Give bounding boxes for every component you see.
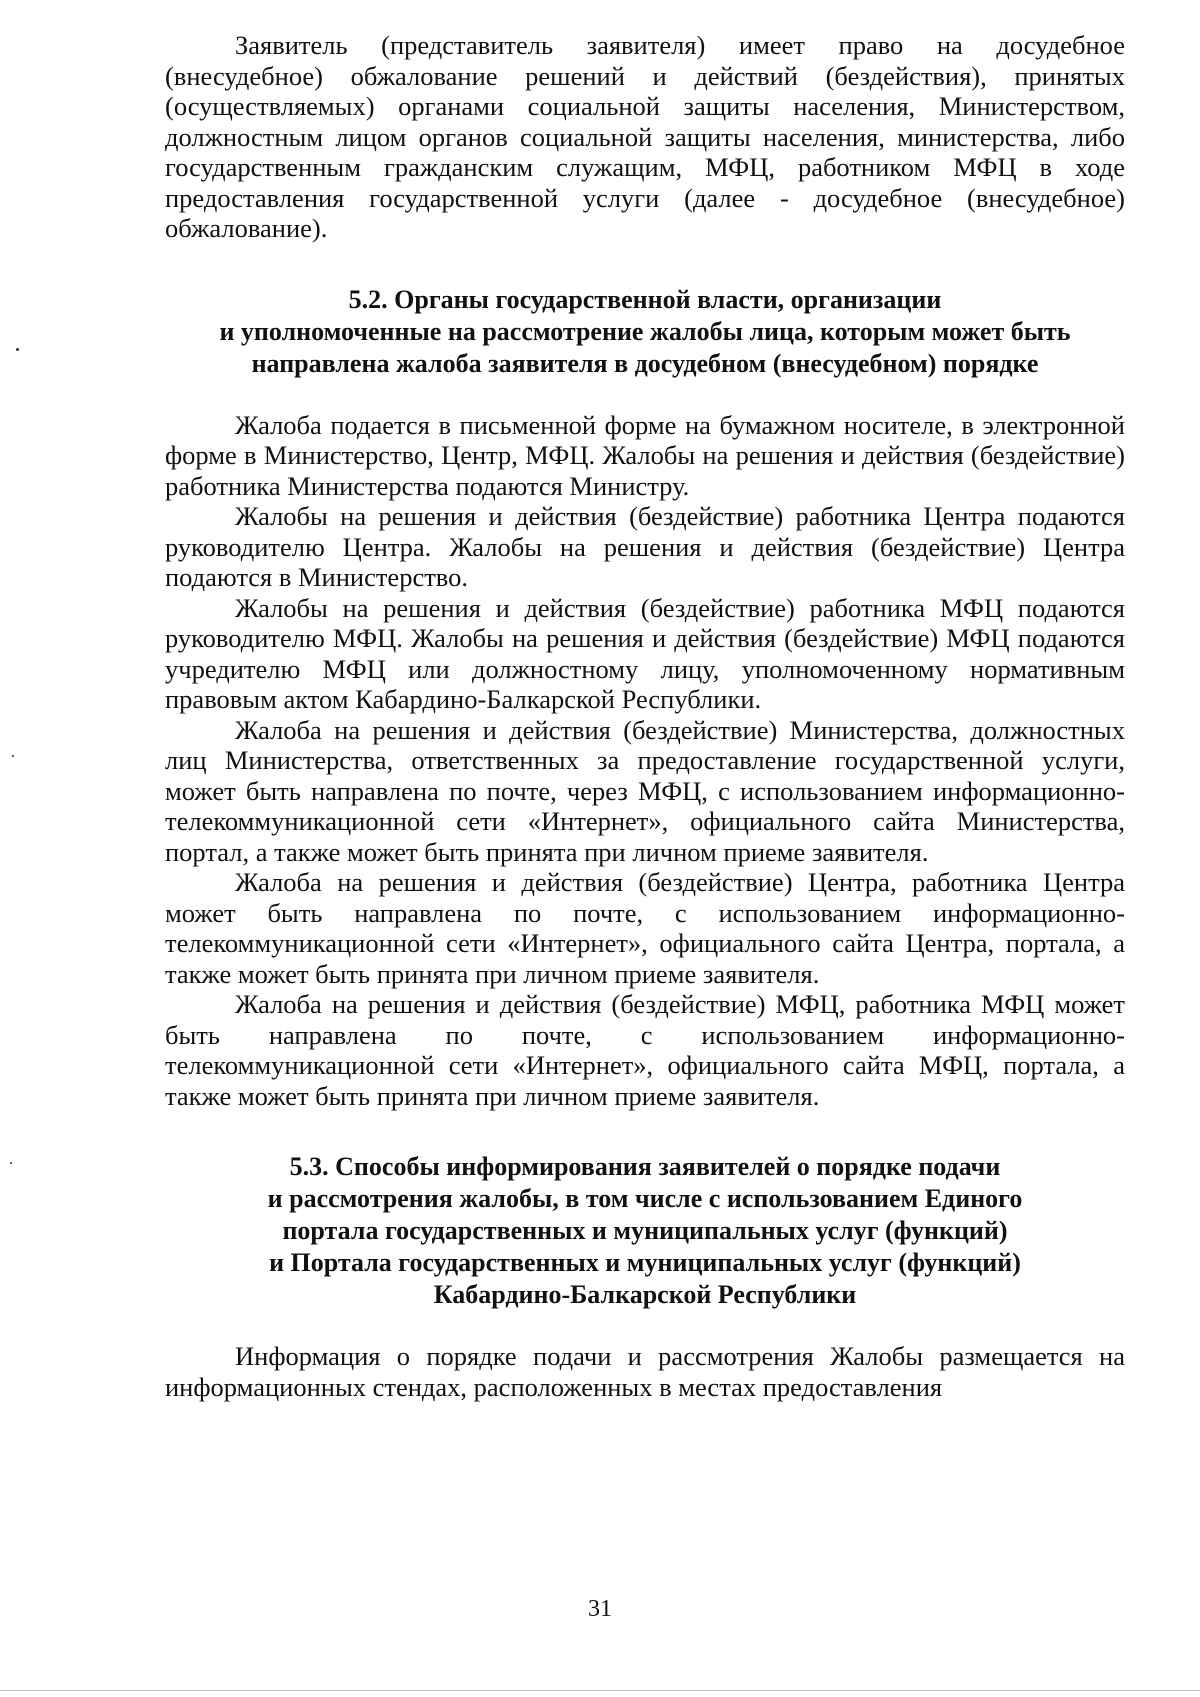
page-number: 31 (588, 1596, 612, 1622)
scan-speck (16, 348, 19, 351)
heading-line: портала государственных и муниципальных услуг (функций) (282, 1216, 1008, 1245)
paragraph: Информация о порядке подачи и рассмотрения Жалобы размещается на информационных стендах, расположенных в местах предоставления (165, 1341, 1125, 1402)
paragraph: Жалобы на решения и действия (бездействие) работника Центра подаются руководителю Центра. Жалобы на решения и действия (бездействие) Центра подаются в Министерство. (165, 501, 1125, 592)
heading-line: 5.2. Органы государственной власти, организации (348, 284, 942, 314)
scan-speck (12, 755, 14, 757)
heading-line: и уполномоченные на рассмотрение жалобы лица, которым может быть (219, 316, 1071, 346)
paragraph: Жалобы на решения и действия (бездействие) работника МФЦ подаются руководителю МФЦ. Жалобы на решения и действия (бездействие) МФЦ подаются учредителю МФЦ или должностному лицу, уполномоченному нормативным правовым актом Кабардино-Балкарской Республики. (165, 592, 1125, 714)
heading-line: 5.3. Способы информирования заявителей о порядке подачи (289, 1152, 1001, 1181)
scan-edge-line (0, 1690, 1200, 1691)
heading-line: и рассмотрения жалобы, в том числе с использованием Единого (267, 1184, 1023, 1213)
section-5-2-heading (165, 284, 1125, 380)
document-body (165, 30, 1125, 1402)
heading-line: Кабардино-Балкарской Республики (433, 1280, 857, 1309)
heading-line: и Портала государственных и муниципальных услуг (функций) (269, 1248, 1021, 1277)
scan-speck (10, 1162, 12, 1164)
heading-line: направлена жалоба заявителя в досудебном (внесудебном) порядке (251, 348, 1039, 378)
paragraph: Жалоба на решения и действия (бездействие) Центра, работника Центра может быть направлена по почте, с использованием информационно-телекоммуникационной сети «Интернет», официального сайта Центра, портала, а также может быть принята при личном приеме заявителя. (165, 867, 1125, 989)
paragraph: Жалоба на решения и действия (бездействие) Министерства, должностных лиц Министерства, ответственных за предоставление государственной услуги, может быть направлена по почте, через МФЦ, с использованием информационно-телекоммуникационной сети «Интернет», официального сайта Министерства, портал, а также может быть принята при личном приеме заявителя. (165, 714, 1125, 867)
section-5-3-heading (165, 1151, 1125, 1311)
intro-paragraph: Заявитель (представитель заявителя) имеет право на досудебное (внесудебное) обжалование решений и действий (бездействия), принятых (осуществляемых) органами социальной защиты населения, Министерством, должностным лицом органов социальной защиты населения, министерства, либо государственным гражданским служащим, МФЦ, работником МФЦ в ходе предоставления государственной услуги (далее - досудебное (внесудебное) обжалование). (165, 30, 1125, 243)
paragraph: Жалоба на решения и действия (бездействие) МФЦ, работника МФЦ может быть направлена по почте, с использованием информационно-телекоммуникационной сети «Интернет», официального сайта МФЦ, портала, а также может быть принята при личном приеме заявителя. (165, 989, 1125, 1111)
paragraph: Жалоба подается в письменной форме на бумажном носителе, в электронной форме в Министерство, Центр, МФЦ. Жалобы на решения и действия (бездействие) работника Министерства подаются Министру. (165, 409, 1125, 501)
